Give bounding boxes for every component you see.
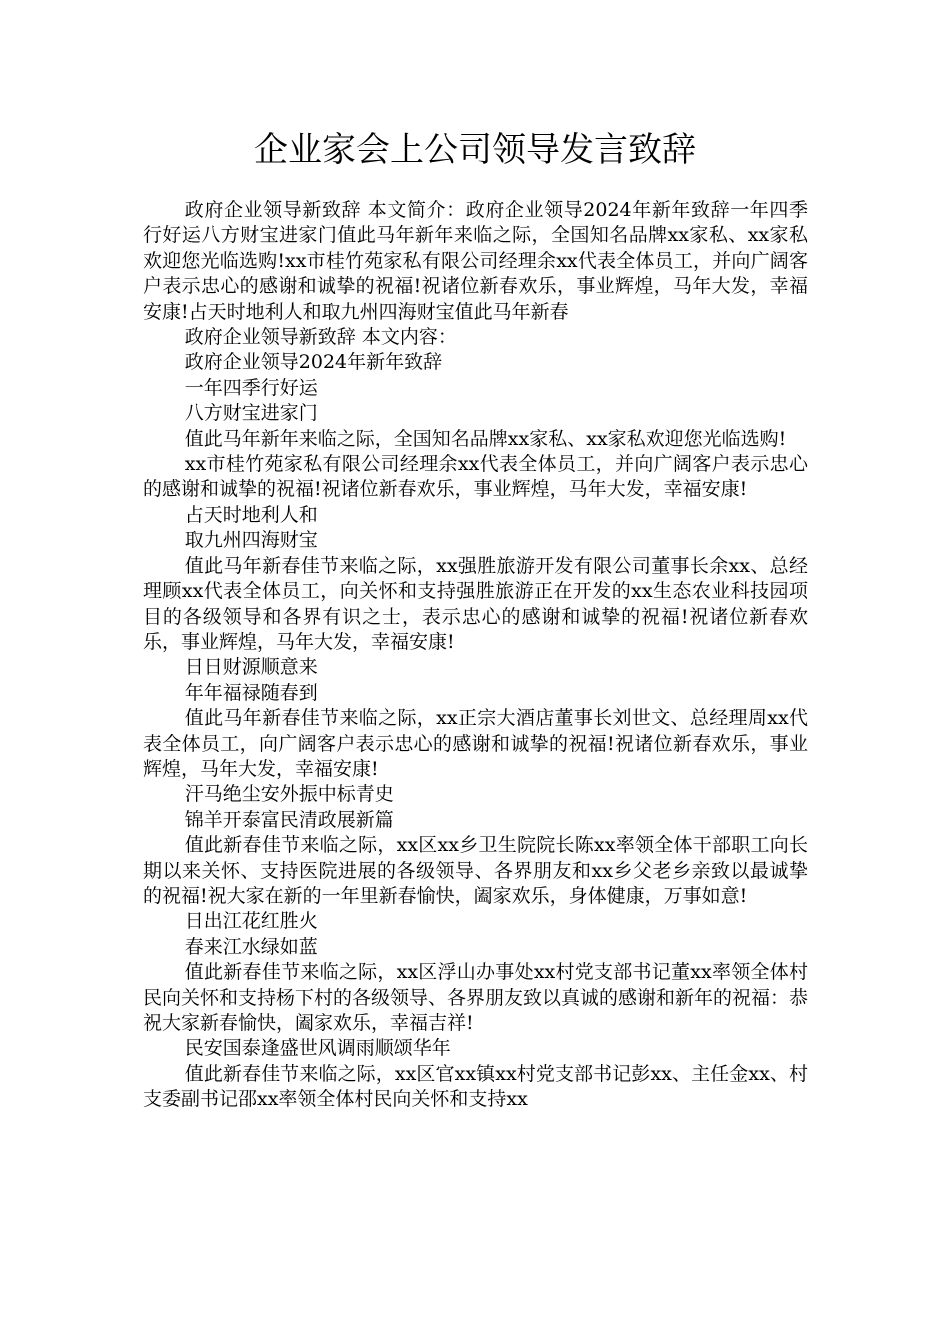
- paragraph: 锦羊开泰富民清政展新篇: [184, 808, 394, 831]
- paragraph: 值此新春佳节来临之际，xx区浮山办事处xx村党支部书记董xx率领全体村民向关怀和支持杨下村的各级领导、各界朋友致以真诚的感谢和新年的祝福：恭祝大家新春愉快，阖家欢乐，幸福吉祥!: [143, 961, 809, 1034]
- paragraph: 一年四季行好运: [184, 376, 318, 399]
- paragraph: 值此马年新春佳节来临之际，xx正宗大酒店董事长刘世文、总经理周xx代表全体员工，向广阔客户表示忠心的感谢和诚挚的祝福!祝诸位新春欢乐，事业辉煌，马年大发，幸福安康!: [143, 707, 808, 780]
- paragraph: 春来江水绿如蓝: [184, 935, 318, 958]
- document-title: 企业家会上公司领导发言致辞: [254, 130, 696, 170]
- paragraph: 值此马年新春佳节来临之际，xx强胜旅游开发有限公司董事长余xx、总经理顾xx代表全体员工，向关怀和支持强胜旅游正在开发的xx生态农业科技园项目的各级领导和各界有识之士，表示忠心的感谢和诚挚的祝福!祝诸位新春欢乐，事业辉煌，马年大发，幸福安康!: [143, 554, 808, 653]
- paragraph: 年年福禄随春到: [184, 681, 318, 704]
- paragraph: 值此马年新年来临之际，全国知名品牌xx家私、xx家私欢迎您光临选购!: [184, 427, 787, 450]
- paragraph: 政府企业领导新致辞 本文内容：: [184, 326, 457, 349]
- paragraph: 民安国泰逢盛世风调雨顺颂华年: [184, 1037, 451, 1060]
- paragraph: xx市桂竹苑家私有限公司经理余xx代表全体员工，并向广阔客户表示忠心的感谢和诚挚的祝福!祝诸位新春欢乐，事业辉煌，马年大发，幸福安康!: [143, 453, 808, 501]
- paragraph: 政府企业领导2024年新年致辞: [184, 351, 443, 374]
- document-body: [143, 198, 808, 1113]
- paragraph: 八方财宝进家门: [184, 402, 318, 425]
- paragraph: 值此新春佳节来临之际，xx区官xx镇xx村党支部书记彭xx、主任金xx、村支委副书记邵xx率领全体村民向关怀和支持xx: [143, 1062, 808, 1111]
- paragraph: 政府企业领导新致辞 本文简介：政府企业领导2024年新年致辞一年四季行好运八方财宝进家门值此马年新年来临之际，全国知名品牌xx家私、xx家私欢迎您光临选购!xx市桂竹苑家私有限公司经理余xx代表全体员工，并向广阔客户表示忠心的感谢和诚挚的祝福!祝诸位新春欢乐，事业辉煌，马年大发，幸福安康!占天时地利人和取九州四海财宝值此马年新春: [143, 199, 808, 323]
- paragraph: 日出江花红胜火: [184, 910, 318, 933]
- paragraph: 值此新春佳节来临之际，xx区xx乡卫生院院长陈xx率领全体干部职工向长期以来关怀、支持医院进展的各级领导、各界朋友和xx乡父老乡亲致以最诚挚的祝福!祝大家在新的一年里新春愉快，阖家欢乐，身体健康，万事如意!: [143, 834, 808, 907]
- paragraph: 取九州四海财宝: [184, 529, 318, 552]
- paragraph: 占天时地利人和: [184, 503, 318, 526]
- paragraph: 汗马绝尘安外振中标青史: [184, 783, 394, 806]
- paragraph: 日日财源顺意来: [184, 656, 318, 679]
